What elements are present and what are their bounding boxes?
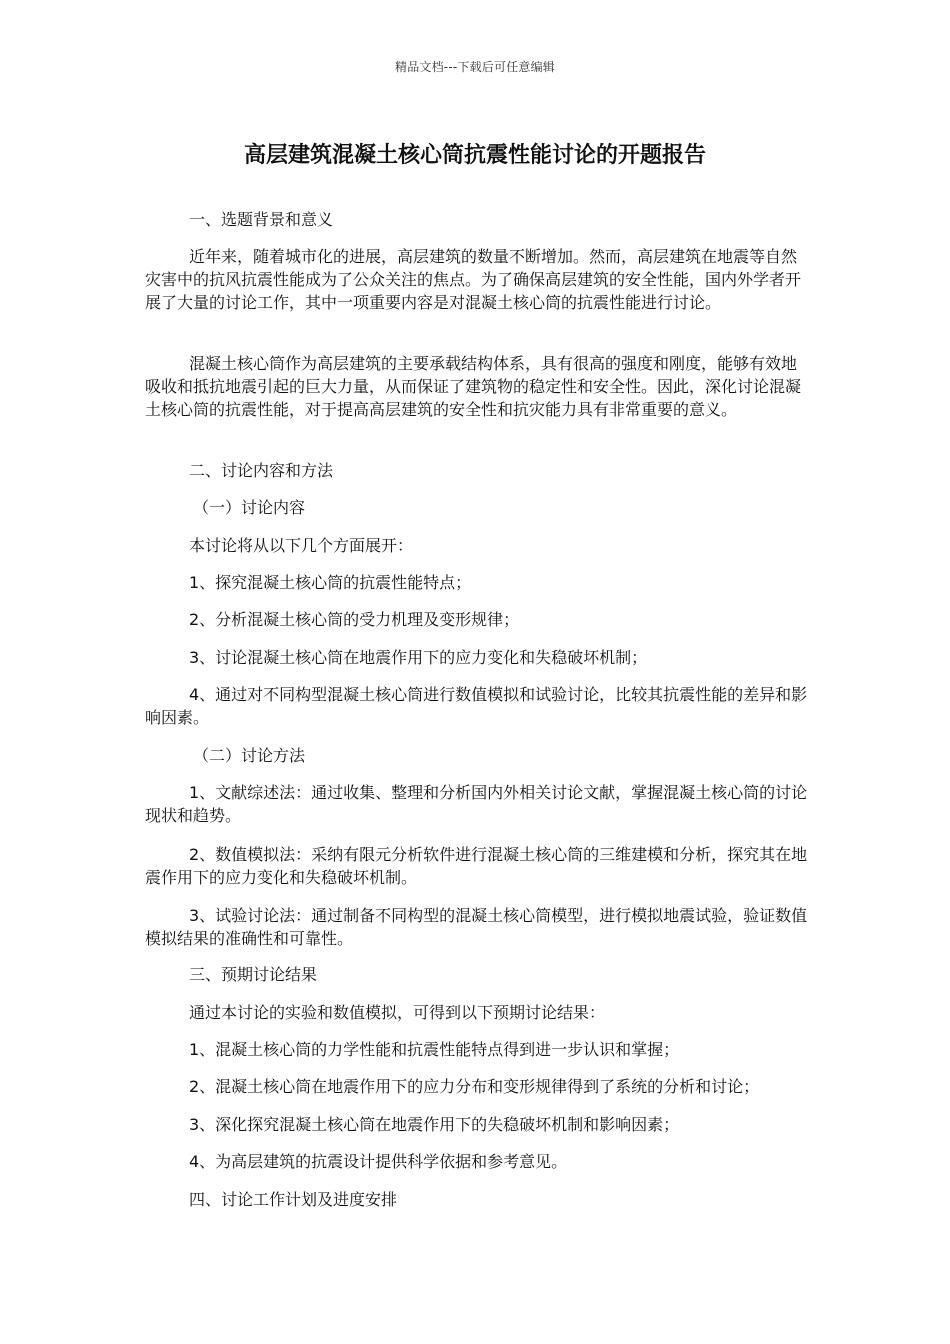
list-item-method-2: 2、数值模拟法：采纳有限元分析软件进行混凝土核心筒的三维建模和分析，探究其在地震作用下的应力变化和失稳破坏机制。 (145, 845, 808, 887)
paragraph-background-1: 近年来，随着城市化的进展，高层建筑的数量不断增加。然而，高层建筑在地震等自然灾害中的抗风抗震性能成为了公众关注的焦点。为了确保高层建筑的安全性能，国内外学者开展了大量的讨论工作，其中一项重要内容是对混凝土核心筒的抗震性能进行讨论。 (145, 247, 802, 312)
subsection-heading-content: （一）讨论内容 (193, 498, 306, 517)
list-item-content-2: 2、分析混凝土核心筒的受力机理及变形规律； (189, 610, 520, 629)
paragraph-results-intro: 通过本讨论的实验和数值模拟，可得到以下预期讨论结果： (189, 1003, 606, 1022)
header-note: 精品文档---下载后可任意编辑 (395, 60, 555, 74)
subsection-heading-method: （二）讨论方法 (193, 746, 306, 765)
list-item-result-2: 2、混凝土核心筒在地震作用下的应力分布和变形规律得到了系统的分析和讨论； (189, 1077, 760, 1096)
document-title: 高层建筑混凝土核心筒抗震性能讨论的开题报告 (243, 143, 706, 168)
list-item-result-1: 1、混凝土核心筒的力学性能和抗震性能特点得到进一步认识和掌握； (189, 1040, 680, 1059)
list-item-result-4: 4、为高层建筑的抗震设计提供科学依据和参考意见。 (189, 1152, 568, 1171)
list-item-method-1: 1、文献综述法：通过收集、整理和分析国内外相关讨论文献，掌握混凝土核心筒的讨论现状和趋势。 (145, 783, 808, 825)
section-heading-expected-results: 三、预期讨论结果 (189, 965, 318, 984)
list-item-content-4: 4、通过对不同构型混凝土核心筒进行数值模拟和试验讨论，比较其抗震性能的差异和影响因素。 (145, 685, 808, 727)
list-item-content-1: 1、探究混凝土核心筒的抗震性能特点； (189, 573, 472, 592)
list-item-content-3: 3、讨论混凝土核心筒在地震作用下的应力变化和失稳破坏机制； (189, 648, 648, 667)
section-heading-background: 一、选题背景和意义 (189, 210, 334, 229)
section-heading-schedule: 四、讨论工作计划及进度安排 (189, 1190, 398, 1209)
list-item-result-3: 3、深化探究混凝土核心筒在地震作用下的失稳破坏机制和影响因素； (189, 1115, 680, 1134)
paragraph-content-intro: 本讨论将从以下几个方面展开： (189, 536, 414, 555)
paragraph-background-2: 混凝土核心筒作为高层建筑的主要承载结构体系，具有很高的强度和刚度，能够有效地吸收和抵抗地震引起的巨大力量，从而保证了建筑物的稳定性和安全性。因此，深化讨论混凝土核心筒的抗震性能，对于提高高层建筑的安全性和抗灾能力具有非常重要的意义。 (145, 354, 802, 419)
section-heading-content-method: 二、讨论内容和方法 (189, 461, 334, 480)
list-item-method-3: 3、试验讨论法：通过制备不同构型的混凝土核心筒模型，进行模拟地震试验，验证数值模拟结果的准确性和可靠性。 (145, 906, 808, 948)
